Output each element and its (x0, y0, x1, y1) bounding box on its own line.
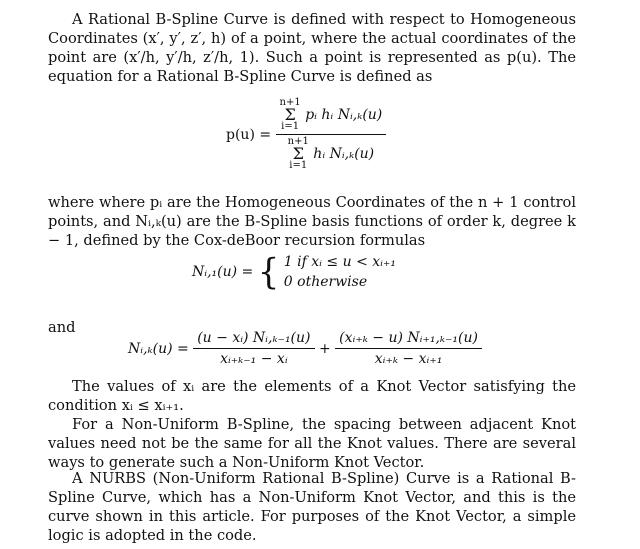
nurbs-paragraph: A NURBS (Non-Uniform Rational B-Spline) Curve is a Rational B-Spline Curve, which has a Non-Uniform Knot Vector, and this is the curve shown in this article. For purposes of the Knot Vector, a simple logic is adopted in the code. (48, 470, 576, 544)
eq3-fraction-2 (335, 330, 482, 367)
eq1-lhs: p(u) = (226, 126, 272, 143)
eq3-frac2-numerator: (xᵢ₊ₖ − u) Nᵢ₊₁,ₖ₋₁(u) (335, 330, 482, 349)
eq3-lhs: Nᵢ,ₖ(u) = (128, 340, 189, 357)
plus-sign: + (318, 340, 331, 357)
non-uniform-paragraph: For a Non-Uniform B-Spline, the spacing between adjacent Knot values need not be the same for all the Knot values. There are several ways to generate such a Non-Uniform Knot Vector. (48, 416, 576, 471)
eq2-case-1: 1 if xᵢ ≤ u < xᵢ₊₁ (283, 254, 396, 270)
sigma-symbol: Σ (284, 105, 296, 124)
sigma-symbol: Σ (292, 144, 304, 163)
eq1-num-sum (280, 98, 301, 132)
eq2-cases (284, 252, 396, 292)
cox-deboor-equation (128, 330, 482, 367)
eq1-denominator-row (276, 135, 387, 171)
eq3-fraction-1 (193, 330, 314, 367)
eq3-frac2-denominator: xᵢ₊ₖ − xᵢ₊₁ (374, 351, 443, 367)
left-brace: { (257, 251, 280, 293)
sum-upper-limit: n+1 (279, 97, 301, 108)
eq3-frac1-denominator: xᵢ₊ₖ₋₁ − xᵢ (220, 351, 288, 367)
eq1-denominator: hᵢ Nᵢ,ₖ(u) (313, 146, 375, 162)
eq1-fraction (276, 98, 387, 171)
basis-description-paragraph: where where pᵢ are the Homogeneous Coordinates of the n + 1 control points, and Nᵢ,ₖ(u) are the B-Spline basis functions of order k, degree k − 1, defined by the Cox-deBoor recursion formulas (48, 194, 576, 249)
eq1-den-sum (288, 137, 309, 171)
rational-bspline-equation (226, 98, 386, 171)
sum-lower-limit: i=1 (281, 121, 300, 132)
eq2-lhs: Nᵢ,₁(u) = (192, 264, 254, 280)
eq1-numerator-row (276, 98, 387, 135)
basis-order1-equation (192, 252, 396, 292)
eq2-case-2: 0 otherwise (283, 274, 368, 290)
knot-vector-paragraph: The values of xᵢ are the elements of a Knot Vector satisfying the condition xᵢ ≤ xᵢ₊₁. (48, 378, 576, 414)
intro-paragraph: A Rational B-Spline Curve is defined with respect to Homogeneous Coordinates (x′, y′, z′, h) of a point, where the actual coordinates of the point are (x′/h, y′/h, z′/h, 1). Such a point is represented as p(u). The equation for a Rational B-Spline Curve is defined as (48, 11, 576, 85)
eq3-frac1-numerator: (u − xᵢ) Nᵢ,ₖ₋₁(u) (193, 330, 314, 349)
and-label: and (48, 319, 76, 336)
eq1-numerator: pᵢ hᵢ Nᵢ,ₖ(u) (305, 107, 383, 123)
sum-upper-limit: n+1 (287, 136, 309, 147)
sum-lower-limit: i=1 (289, 160, 308, 171)
